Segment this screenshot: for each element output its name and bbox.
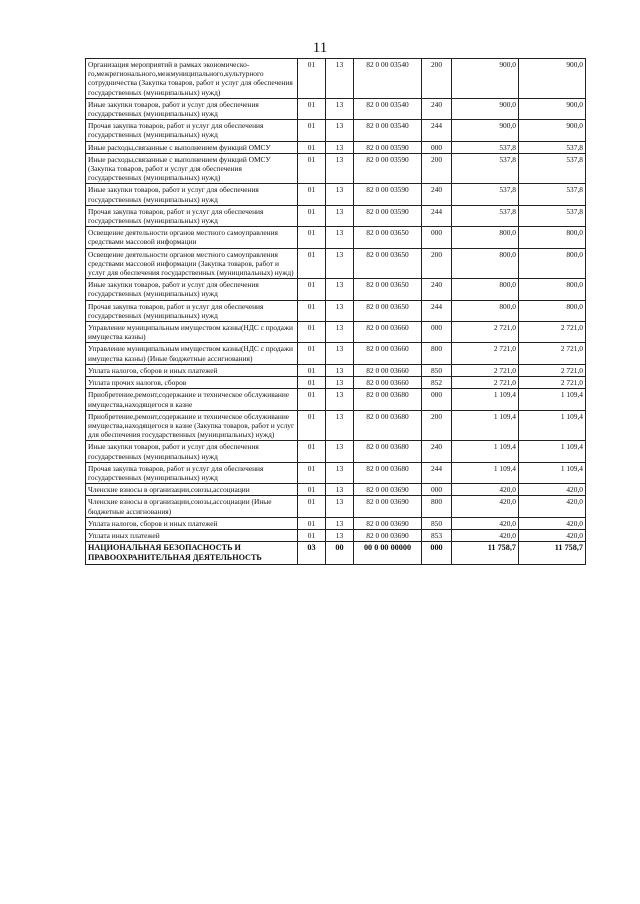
row-subsection-code: 13	[326, 184, 354, 205]
row-name: Иные закупки товаров, работ и услуг для обеспечения государственных (муниципальных) нужд	[86, 279, 298, 300]
row-expense-type: 000	[422, 322, 452, 343]
row-amount-2: 900,0	[519, 59, 586, 99]
row-amount-1: 2 721,0	[452, 322, 519, 343]
row-subsection-code: 13	[326, 59, 354, 99]
row-amount-2: 420,0	[519, 484, 586, 496]
row-amount-2: 2 721,0	[519, 364, 586, 376]
row-section-code: 01	[298, 364, 326, 376]
row-subsection-code: 13	[326, 389, 354, 410]
row-section-code: 03	[298, 542, 326, 565]
table-total-row	[86, 542, 586, 565]
row-section-code: 01	[298, 120, 326, 141]
row-name: Иные закупки товаров, работ и услуг для обеспечения государственных (муниципальных) нужд	[86, 441, 298, 462]
row-target-article: 82 0 00 03590	[354, 141, 422, 153]
row-section-code: 01	[298, 484, 326, 496]
row-name: Иные расходы,связанные с выполнением функций ОМСУ	[86, 141, 298, 153]
row-amount-2: 420,0	[519, 496, 586, 517]
row-name: Освещение деятельности органов местного самоуправления средствами массовой информации	[86, 227, 298, 248]
row-target-article: 82 0 00 03590	[354, 153, 422, 184]
row-name: Управление муниципальным имуществом казны(НДС с продажи имущества казны) (Иные бюджетные ассигнования)	[86, 343, 298, 364]
row-subsection-code: 13	[326, 462, 354, 483]
table-row	[86, 410, 586, 441]
row-subsection-code: 13	[326, 377, 354, 389]
row-section-code: 01	[298, 300, 326, 321]
row-expense-type: 200	[422, 248, 452, 279]
row-target-article: 82 0 00 03660	[354, 377, 422, 389]
row-section-code: 01	[298, 184, 326, 205]
row-subsection-code: 13	[326, 322, 354, 343]
row-amount-2: 900,0	[519, 98, 586, 119]
row-name: Уплата иных платежей	[86, 529, 298, 541]
row-amount-1: 11 758,7	[452, 542, 519, 565]
row-amount-2: 420,0	[519, 517, 586, 529]
row-amount-2: 537,8	[519, 153, 586, 184]
row-section-code: 01	[298, 496, 326, 517]
row-name: Управление муниципальным имуществом казны(НДС с продажи имущества казны)	[86, 322, 298, 343]
row-amount-2: 800,0	[519, 279, 586, 300]
row-expense-type: 244	[422, 205, 452, 226]
row-amount-1: 800,0	[452, 248, 519, 279]
row-amount-2: 2 721,0	[519, 377, 586, 389]
row-section-code: 01	[298, 153, 326, 184]
row-amount-2: 1 109,4	[519, 389, 586, 410]
table-row	[86, 364, 586, 376]
row-amount-1: 900,0	[452, 59, 519, 99]
row-subsection-code: 13	[326, 300, 354, 321]
table-row	[86, 529, 586, 541]
row-amount-1: 1 109,4	[452, 389, 519, 410]
row-subsection-code: 13	[326, 141, 354, 153]
row-name: НАЦИОНАЛЬНАЯ БЕЗОПАСНОСТЬ И ПРАВООХРАНИТЕЛЬНАЯ ДЕЯТЕЛЬНОСТЬ	[86, 542, 298, 565]
row-subsection-code: 13	[326, 153, 354, 184]
row-expense-type: 240	[422, 279, 452, 300]
row-target-article: 82 0 00 03690	[354, 517, 422, 529]
table-row	[86, 120, 586, 141]
row-name: Приобретение,ремонт,содержание и техническое обслуживание имущества,находящегося в казне (Закупка товаров, работ и услуг для обеспечения государственных (муниципальных) нужд)	[86, 410, 298, 441]
row-expense-type: 800	[422, 496, 452, 517]
row-subsection-code: 13	[326, 343, 354, 364]
row-amount-1: 1 109,4	[452, 441, 519, 462]
row-name: Иные расходы,связанные с выполнением функций ОМСУ (Закупка товаров, работ и услуг для обеспечения государственных (муниципальных) нужд)	[86, 153, 298, 184]
row-section-code: 01	[298, 322, 326, 343]
page-number: 11	[312, 40, 328, 56]
row-amount-1: 420,0	[452, 484, 519, 496]
row-section-code: 01	[298, 279, 326, 300]
table-row	[86, 98, 586, 119]
row-section-code: 01	[298, 248, 326, 279]
row-amount-2: 537,8	[519, 205, 586, 226]
row-expense-type: 200	[422, 59, 452, 99]
row-target-article: 82 0 00 03650	[354, 279, 422, 300]
row-amount-2: 900,0	[519, 120, 586, 141]
row-subsection-code: 13	[326, 98, 354, 119]
row-name: Прочая закупка товаров, работ и услуг для обеспечения государственных (муниципальных) нужд	[86, 120, 298, 141]
table-row	[86, 322, 586, 343]
row-target-article: 82 0 00 03590	[354, 205, 422, 226]
row-expense-type: 852	[422, 377, 452, 389]
row-subsection-code: 13	[326, 248, 354, 279]
row-expense-type: 200	[422, 410, 452, 441]
row-amount-2: 800,0	[519, 300, 586, 321]
row-target-article: 00 0 00 00000	[354, 542, 422, 565]
row-amount-1: 537,8	[452, 141, 519, 153]
budget-table-body	[86, 59, 586, 565]
row-amount-1: 800,0	[452, 227, 519, 248]
row-subsection-code: 00	[326, 542, 354, 565]
row-target-article: 82 0 00 03660	[354, 343, 422, 364]
table-row	[86, 462, 586, 483]
row-expense-type: 800	[422, 343, 452, 364]
row-section-code: 01	[298, 462, 326, 483]
row-target-article: 82 0 00 03540	[354, 120, 422, 141]
row-section-code: 01	[298, 98, 326, 119]
row-expense-type: 000	[422, 141, 452, 153]
row-amount-2: 537,8	[519, 141, 586, 153]
table-row	[86, 184, 586, 205]
row-subsection-code: 13	[326, 517, 354, 529]
row-expense-type: 850	[422, 517, 452, 529]
row-name: Организация мероприятий в рамках экономическо-го,межрегионального,межмуниципального,культурного сотрудничества (Закупка товаров, работ и услуг для обеспечения государственных (муниципальных) нужд)	[86, 59, 298, 99]
row-name: Освещение деятельности органов местного самоуправления средствами массовой информации (Закупка товаров, работ и услуг для обеспечения государственных (муниципальных) нужд)	[86, 248, 298, 279]
row-name: Приобретение,ремонт,содержание и техническое обслуживание имущества,находящегося в казне	[86, 389, 298, 410]
row-amount-1: 1 109,4	[452, 410, 519, 441]
row-amount-2: 800,0	[519, 227, 586, 248]
row-amount-2: 1 109,4	[519, 441, 586, 462]
row-target-article: 82 0 00 03690	[354, 484, 422, 496]
row-expense-type: 853	[422, 529, 452, 541]
row-section-code: 01	[298, 343, 326, 364]
row-expense-type: 000	[422, 542, 452, 565]
table-row	[86, 153, 586, 184]
row-target-article: 82 0 00 03650	[354, 227, 422, 248]
table-row	[86, 248, 586, 279]
row-target-article: 82 0 00 03540	[354, 98, 422, 119]
row-section-code: 01	[298, 141, 326, 153]
table-row	[86, 377, 586, 389]
row-target-article: 82 0 00 03540	[354, 59, 422, 99]
row-target-article: 82 0 00 03650	[354, 300, 422, 321]
row-target-article: 82 0 00 03680	[354, 389, 422, 410]
row-name: Прочая закупка товаров, работ и услуг для обеспечения государственных (муниципальных) нужд	[86, 300, 298, 321]
row-amount-1: 2 721,0	[452, 377, 519, 389]
row-section-code: 01	[298, 377, 326, 389]
row-name: Иные закупки товаров, работ и услуг для обеспечения государственных (муниципальных) нужд	[86, 184, 298, 205]
row-subsection-code: 13	[326, 279, 354, 300]
row-subsection-code: 13	[326, 364, 354, 376]
row-name: Членские взносы в организации,союзы,ассоциации	[86, 484, 298, 496]
table-row	[86, 205, 586, 226]
row-amount-1: 537,8	[452, 153, 519, 184]
row-name: Иные закупки товаров, работ и услуг для обеспечения государственных (муниципальных) нужд	[86, 98, 298, 119]
row-name: Членские взносы в организации,союзы,ассоциации (Иные бюджетные ассигнования)	[86, 496, 298, 517]
row-name: Прочая закупка товаров, работ и услуг для обеспечения государственных (муниципальных) нужд	[86, 462, 298, 483]
table-row	[86, 389, 586, 410]
row-subsection-code: 13	[326, 205, 354, 226]
row-amount-1: 420,0	[452, 529, 519, 541]
row-amount-1: 420,0	[452, 496, 519, 517]
row-subsection-code: 13	[326, 529, 354, 541]
row-amount-1: 800,0	[452, 279, 519, 300]
row-section-code: 01	[298, 529, 326, 541]
row-expense-type: 244	[422, 120, 452, 141]
table-row	[86, 441, 586, 462]
table-row	[86, 141, 586, 153]
row-expense-type: 000	[422, 227, 452, 248]
row-amount-1: 900,0	[452, 120, 519, 141]
row-section-code: 01	[298, 389, 326, 410]
row-section-code: 01	[298, 517, 326, 529]
table-row	[86, 517, 586, 529]
row-amount-1: 900,0	[452, 98, 519, 119]
row-subsection-code: 13	[326, 441, 354, 462]
row-name: Уплата налогов, сборов и иных платежей	[86, 517, 298, 529]
row-amount-1: 420,0	[452, 517, 519, 529]
row-amount-2: 537,8	[519, 184, 586, 205]
row-target-article: 82 0 00 03680	[354, 462, 422, 483]
row-subsection-code: 13	[326, 120, 354, 141]
table-row	[86, 279, 586, 300]
row-expense-type: 240	[422, 441, 452, 462]
row-expense-type: 244	[422, 462, 452, 483]
budget-table	[85, 58, 586, 565]
row-target-article: 82 0 00 03690	[354, 496, 422, 517]
row-amount-2: 11 758,7	[519, 542, 586, 565]
row-expense-type: 000	[422, 484, 452, 496]
row-target-article: 82 0 00 03680	[354, 410, 422, 441]
table-row	[86, 343, 586, 364]
row-name: Уплата налогов, сборов и иных платежей	[86, 364, 298, 376]
row-target-article: 82 0 00 03650	[354, 248, 422, 279]
row-name: Прочая закупка товаров, работ и услуг для обеспечения государственных (муниципальных) нужд	[86, 205, 298, 226]
table-row	[86, 300, 586, 321]
row-amount-2: 420,0	[519, 529, 586, 541]
row-subsection-code: 13	[326, 410, 354, 441]
row-section-code: 01	[298, 227, 326, 248]
row-target-article: 82 0 00 03590	[354, 184, 422, 205]
row-amount-1: 2 721,0	[452, 343, 519, 364]
row-amount-1: 800,0	[452, 300, 519, 321]
row-expense-type: 244	[422, 300, 452, 321]
row-expense-type: 850	[422, 364, 452, 376]
row-amount-1: 2 721,0	[452, 364, 519, 376]
row-expense-type: 000	[422, 389, 452, 410]
row-target-article: 82 0 00 03680	[354, 441, 422, 462]
row-target-article: 82 0 00 03660	[354, 322, 422, 343]
row-target-article: 82 0 00 03660	[354, 364, 422, 376]
row-amount-2: 2 721,0	[519, 343, 586, 364]
row-section-code: 01	[298, 441, 326, 462]
table-row	[86, 496, 586, 517]
row-amount-1: 1 109,4	[452, 462, 519, 483]
row-subsection-code: 13	[326, 227, 354, 248]
row-name: Уплата прочих налогов, сборов	[86, 377, 298, 389]
row-amount-1: 537,8	[452, 205, 519, 226]
row-section-code: 01	[298, 410, 326, 441]
row-expense-type: 200	[422, 153, 452, 184]
row-section-code: 01	[298, 205, 326, 226]
row-subsection-code: 13	[326, 496, 354, 517]
table-row	[86, 59, 586, 99]
row-amount-2: 2 721,0	[519, 322, 586, 343]
row-target-article: 82 0 00 03690	[354, 529, 422, 541]
row-subsection-code: 13	[326, 484, 354, 496]
row-amount-2: 800,0	[519, 248, 586, 279]
row-amount-1: 537,8	[452, 184, 519, 205]
row-expense-type: 240	[422, 98, 452, 119]
row-amount-2: 1 109,4	[519, 410, 586, 441]
table-row	[86, 227, 586, 248]
table-row	[86, 484, 586, 496]
row-section-code: 01	[298, 59, 326, 99]
row-expense-type: 240	[422, 184, 452, 205]
row-amount-2: 1 109,4	[519, 462, 586, 483]
